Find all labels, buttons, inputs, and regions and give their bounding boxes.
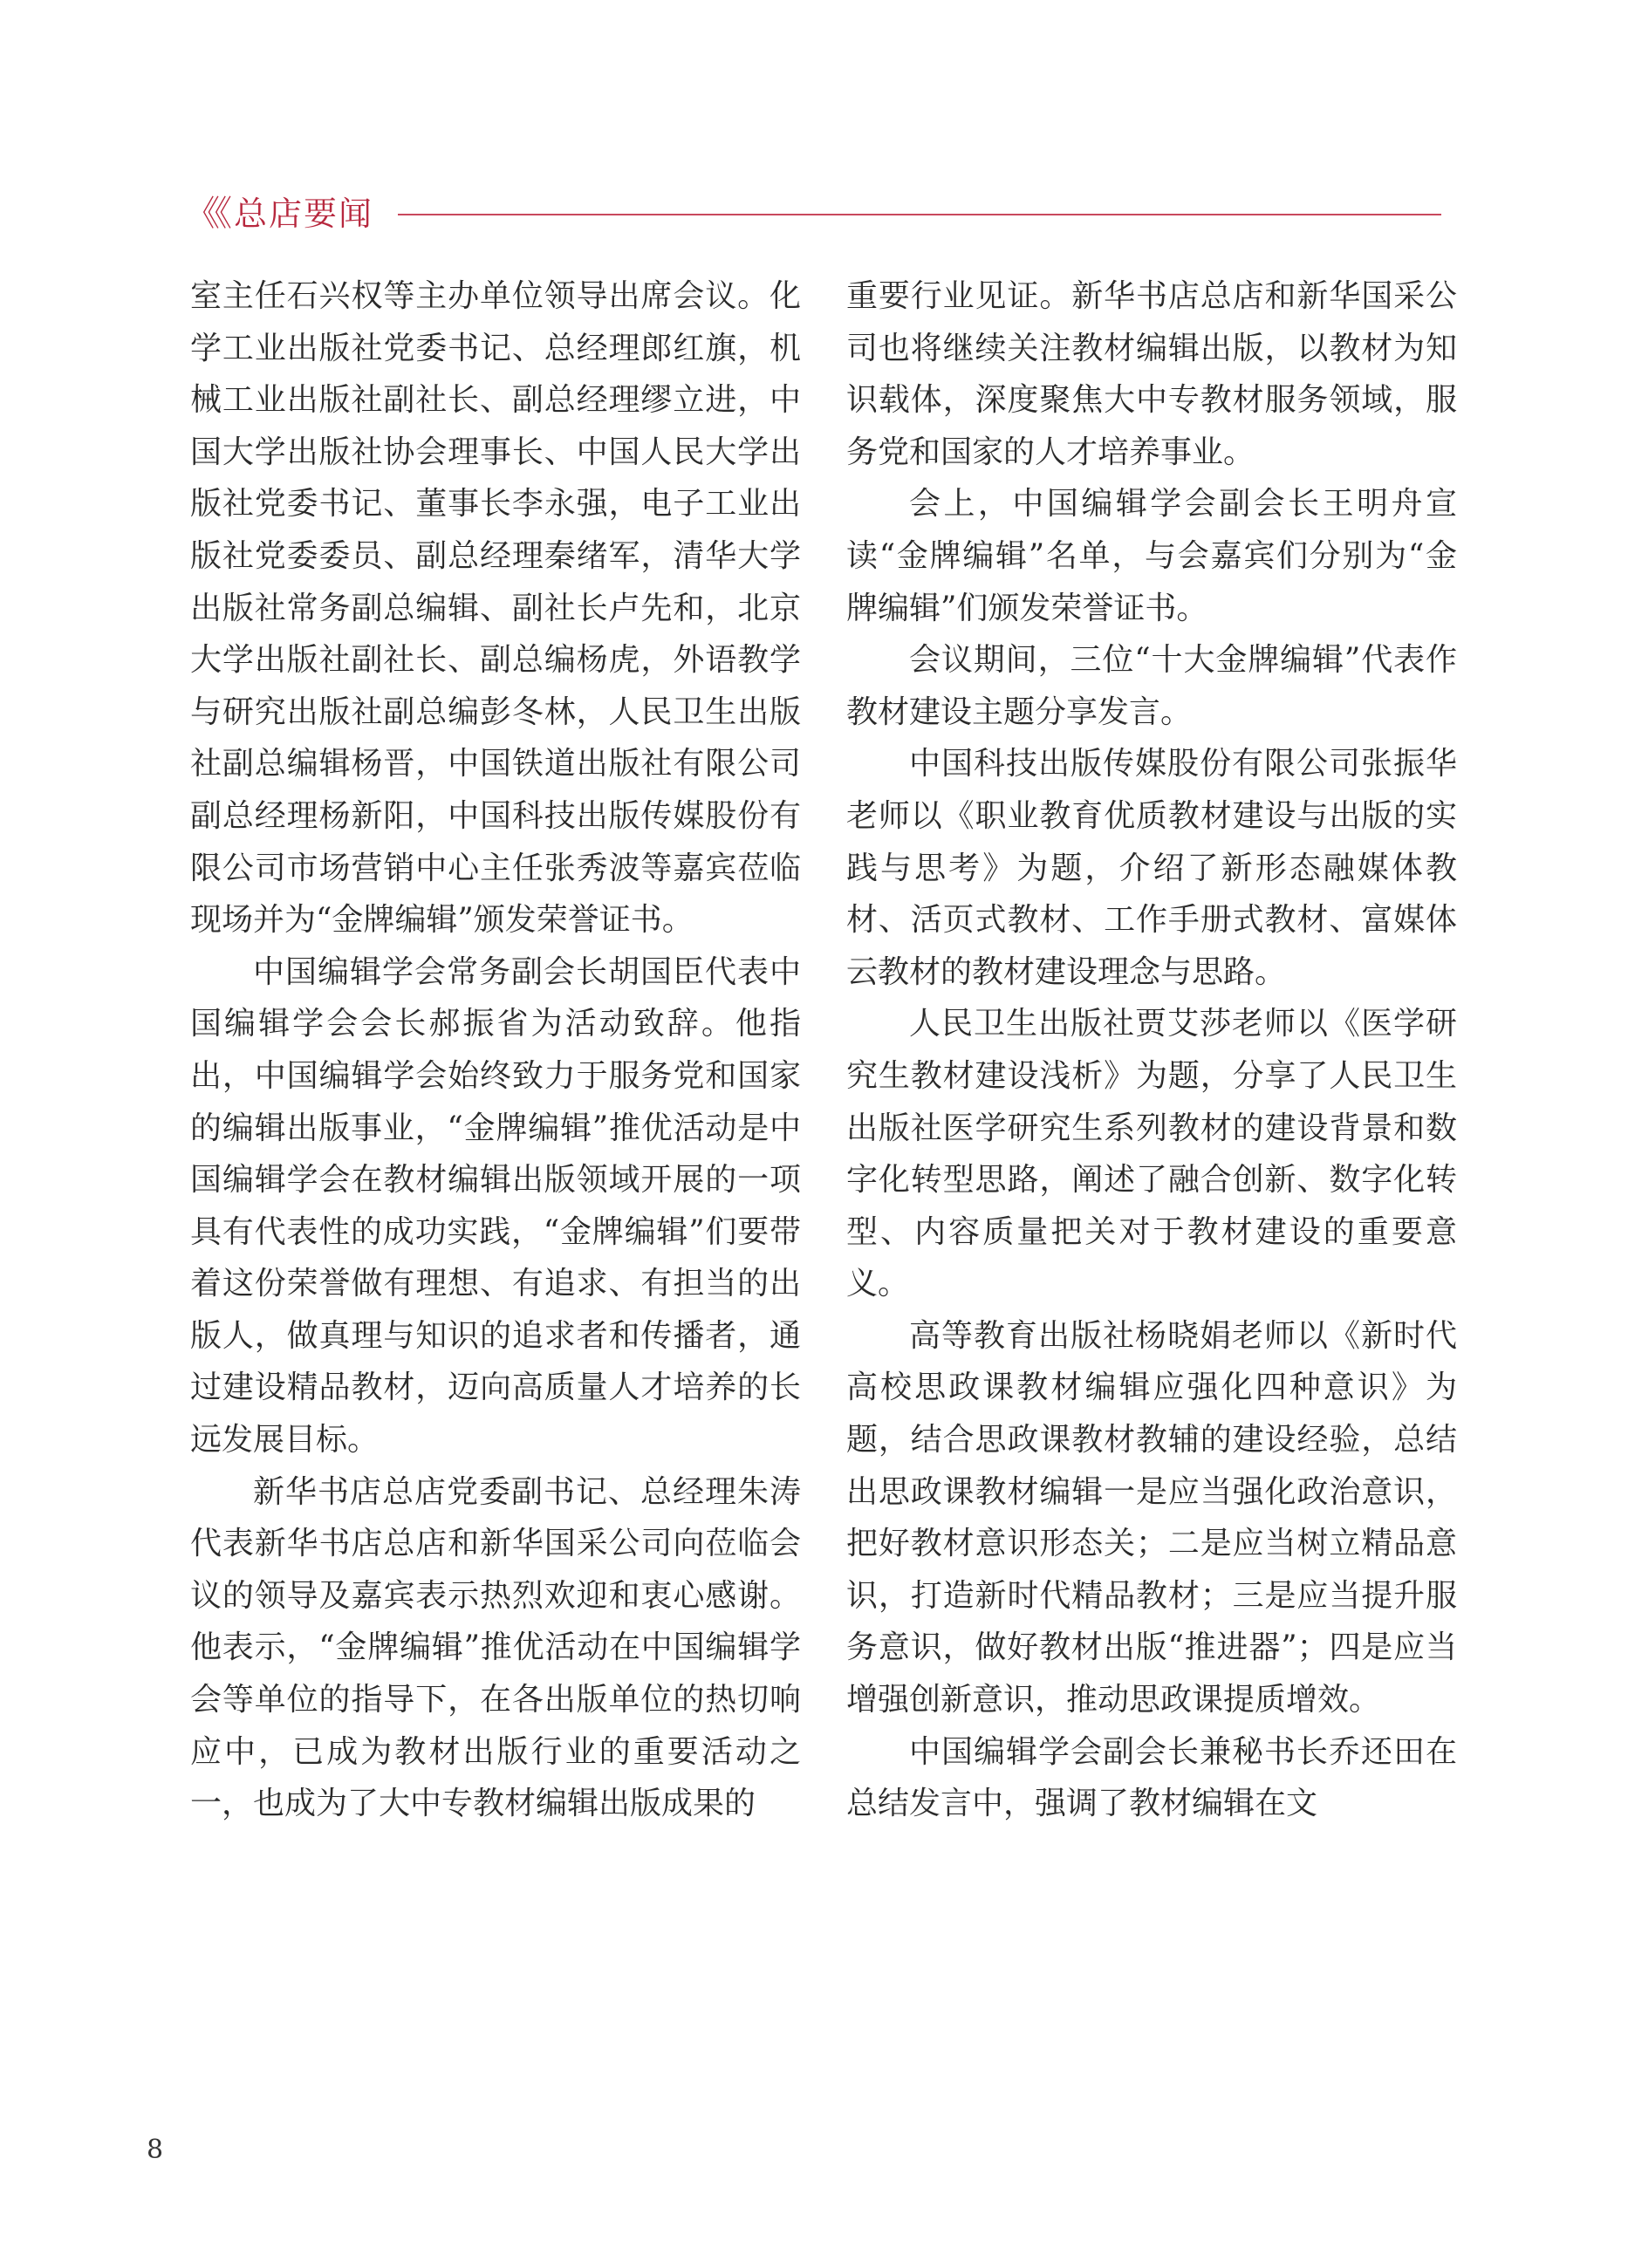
paragraph: 人民卫生出版社贾艾莎老师以《医学研究生教材建设浅析》为题，分享了人民卫生出版社医学研究生系列教材的建设背景和数字化转型思路，阐述了融合创新、数字化转型、内容质量把关对于教材建设的重要意义。 bbox=[846, 1006, 1457, 1302]
left-column bbox=[190, 270, 801, 1830]
paragraph: 中国编辑学会副会长兼秘书长乔还田在总结发言中，强调了教材编辑在文 bbox=[846, 1733, 1457, 1822]
paragraph: 室主任石兴权等主办单位领导出席会议。化学工业出版社党委书记、总经理郎红旗，机械工业出版社副社长、副总经理缪立进，中国大学出版社协会理事长、中国人民大学出版社党委书记、董事长李永强，电子工业出版社党委委员、副总经理秦绪军，清华大学出版社常务副总编辑、副社长卢先和，北京大学出版社副社长、副总编杨虎，外语教学与研究出版社副总编彭冬林，人民卫生出版社副总编辑杨晋，中国铁道出版社有限公司副总经理杨新阳，中国科技出版传媒股份有限公司市场营销中心主任张秀波等嘉宾莅临现场并为“金牌编辑”颁发荣誉证书。 bbox=[190, 278, 801, 939]
paragraph: 重要行业见证。新华书店总店和新华国采公司也将继续关注教材编辑出版，以教材为知识载体，深度聚焦大中专教材服务领域，服务党和国家的人才培养事业。 bbox=[846, 278, 1457, 470]
paragraph: 中国编辑学会常务副会长胡国臣代表中国编辑学会会长郝振省为活动致辞。他指出，中国编辑学会始终致力于服务党和国家的编辑出版事业，“金牌编辑”推优活动是中国编辑学会在教材编辑出版领域开展的一项具有代表性的成功实践，“金牌编辑”们要带着这份荣誉做有理想、有追求、有担当的出版人，做真理与知识的追求者和传播者，通过建设精品教材，迈向高质量人才培养的长远发展目标。 bbox=[190, 953, 801, 1458]
paragraph: 高等教育出版社杨晓娟老师以《新时代高校思政课教材编辑应强化四种意识》为题，结合思政课教材教辅的建设经验，总结出思政课教材编辑一是应当强化政治意识，把好教材意识形态关；二是应当树立精品意识，打造新时代精品教材；三是应当提升服务意识，做好教材出版“推进器”；四是应当增强创新意识，推动思政课提质增效。 bbox=[846, 1317, 1457, 1718]
right-column bbox=[846, 270, 1457, 1830]
paragraph: 会议期间，三位“十大金牌编辑”代表作教材建设主题分享发言。 bbox=[846, 642, 1457, 730]
page-number: 8 bbox=[147, 2135, 164, 2165]
section-header bbox=[185, 190, 1441, 237]
header-divider bbox=[398, 214, 1441, 215]
paragraph: 新华书店总店党委副书记、总经理朱涛代表新华书店总店和新华国采公司向莅临会议的领导及嘉宾表示热烈欢迎和衷心感谢。他表示，“金牌编辑”推优活动在中国编辑学会等单位的指导下，在各出版单位的热切响应中，已成为教材出版行业的重要活动之一，也成为了大中专教材编辑出版成果的 bbox=[190, 1473, 801, 1822]
paragraph: 中国科技出版传媒股份有限公司张振华老师以《职业教育优质教材建设与出版的实践与思考》为题，介绍了新形态融媒体教材、活页式教材、工作手册式教材、富媒体云教材的教材建设理念与思路。 bbox=[846, 746, 1457, 990]
section-title: 总店要闻 bbox=[234, 195, 374, 233]
double-chevron-left-icon: 《《 bbox=[185, 194, 227, 234]
paragraph: 会上，中国编辑学会副会长王明舟宣读“金牌编辑”名单，与会嘉宾们分别为“金牌编辑”们颁发荣誉证书。 bbox=[846, 486, 1457, 626]
